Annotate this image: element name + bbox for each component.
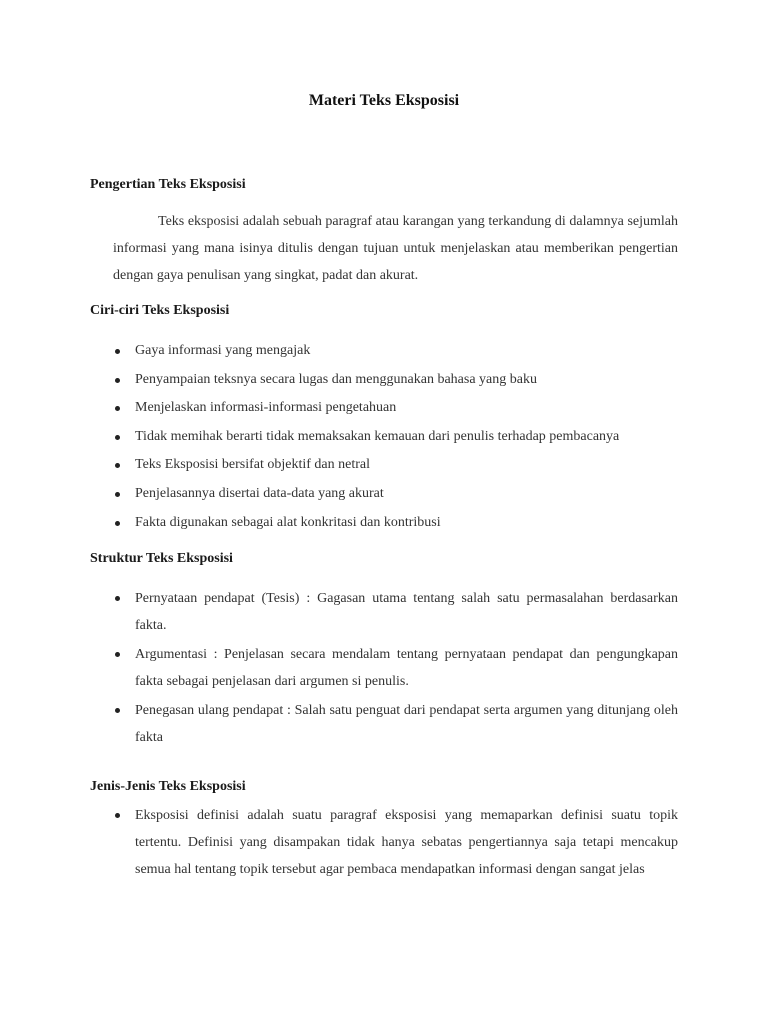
- list-item: [113, 394, 678, 423]
- bullet-icon: [115, 378, 120, 383]
- list-item-text: Teks Eksposisi bersifat objektif dan netral: [135, 457, 371, 473]
- section-heading-ciri: Ciri-ciri Teks Eksposisi: [90, 303, 230, 318]
- list-item-text: Penjelasannya disertai data-data yang akurat: [135, 485, 384, 501]
- bullet-icon: [115, 708, 120, 713]
- list-item-text: Argumentasi : Penjelasan secara mendalam tentang pernyataan pendapat dan pengungkapan fakta sebagai penjelasan dari argumen si penulis.: [135, 647, 678, 689]
- list-item: [113, 337, 678, 366]
- document-title: Materi Teks Eksposisi: [308, 92, 460, 109]
- list-item: [113, 451, 678, 480]
- list-item: [113, 423, 678, 452]
- list-item-text: Penyampaian teksnya secara lugas dan menggunakan bahasa yang baku: [135, 371, 537, 387]
- bullet-icon: [115, 435, 120, 440]
- list-item-text: Menjelaskan informasi-informasi pengetahuan: [135, 400, 397, 416]
- list-item: [113, 641, 678, 695]
- section-heading-pengertian: Pengertian Teks Eksposisi: [90, 177, 246, 192]
- list-item: [113, 509, 678, 538]
- struktur-list: [113, 585, 678, 753]
- list-item-text: Penegasan ulang pendapat : Salah satu penguat dari pendapat serta argumen yang ditunjang oleh fakta: [135, 703, 678, 745]
- bullet-icon: [115, 652, 120, 657]
- list-item-text: Tidak memihak berarti tidak memaksakan kemauan dari penulis terhadap pembacanya: [135, 428, 620, 444]
- list-item-text: Fakta digunakan sebagai alat konkritasi dan kontribusi: [135, 514, 441, 530]
- section-heading-struktur: Struktur Teks Eksposisi: [90, 551, 233, 566]
- jenis-list: [113, 802, 678, 883]
- section-heading-jenis: Jenis-Jenis Teks Eksposisi: [90, 779, 246, 794]
- list-item: [113, 802, 678, 883]
- list-item: [113, 585, 678, 639]
- list-item-text: Pernyataan pendapat (Tesis) : Gagasan utama tentang salah satu permasalahan berdasarkan fakta.: [135, 591, 678, 633]
- bullet-icon: [115, 349, 120, 354]
- bullet-icon: [115, 813, 120, 818]
- ciri-list: [113, 337, 678, 537]
- pengertian-paragraph-text: Teks eksposisi adalah sebuah paragraf atau karangan yang terkandung di dalamnya sejumlah informasi yang mana isinya ditulis dengan tujuan untuk menjelaskan atau memberikan pengertian dengan gaya penulisan yang singkat, padat dan akurat.: [113, 214, 678, 283]
- list-item: [113, 697, 678, 751]
- bullet-icon: [115, 521, 120, 526]
- list-item-text: Eksposisi definisi adalah suatu paragraf eksposisi yang memaparkan definisi suatu topik tertentu. Definisi yang disampakan tidak hanya sebatas pengertiannya saja tetapi mencakup semua hal tentang topik tersebut agar pembaca mendapatkan informasi dengan sangat jelas: [135, 808, 678, 877]
- pengertian-paragraph: [113, 208, 678, 289]
- list-item: [113, 480, 678, 509]
- list-item: [113, 366, 678, 395]
- list-item-text: Gaya informasi yang mengajak: [135, 343, 311, 358]
- bullet-icon: [115, 492, 120, 497]
- bullet-icon: [115, 596, 120, 601]
- bullet-icon: [115, 406, 120, 411]
- bullet-icon: [115, 463, 120, 468]
